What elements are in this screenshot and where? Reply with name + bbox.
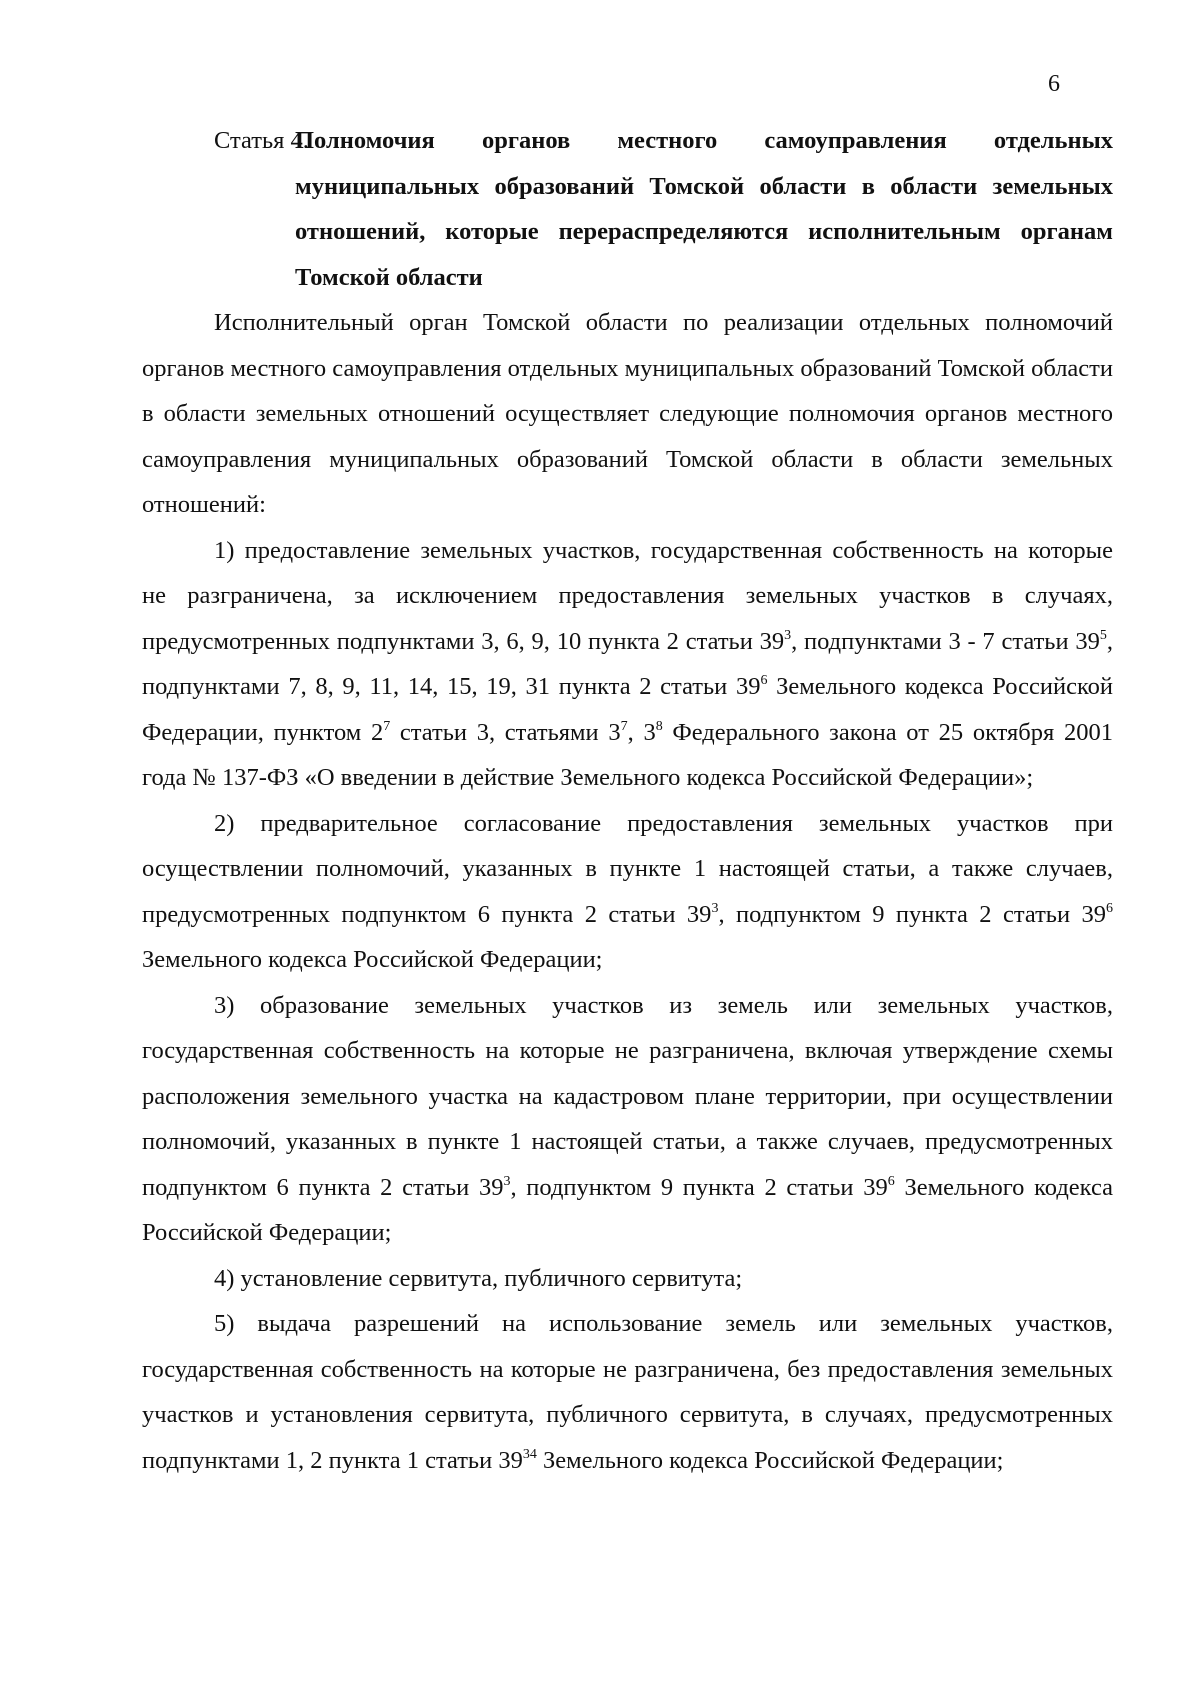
paragraph-text: 5) выдача разрешений на использование земель или земельных участков, государственная собственность на которые не разграничена, без предоставления земельных участков и установления сервитута, публичного сервитута, в случаях, предусмотренных подпунктами 1, 2 пункта 1 статьи 39: [142, 1310, 1113, 1474]
list-item-4: [142, 1256, 1113, 1302]
superscript-index: 6: [887, 1173, 895, 1189]
superscript-index: 7: [620, 718, 628, 734]
paragraph-text: 2) предварительное согласование предоставления земельных участков при осуществлении полномочий, указанных в пункте 1 настоящей статьи, а также случаев, предусмотренных подпунктом 6 пункта 2 статьи 39: [142, 809, 1113, 928]
list-item-5: [142, 1301, 1113, 1483]
superscript-index: 5: [1099, 627, 1107, 643]
paragraph-text: , подпунктом 9 пункта 2 статьи 39: [718, 900, 1106, 928]
superscript-index: 7: [383, 718, 391, 734]
paragraph-text: 4) установление сервитута, публичного сервитута;: [214, 1264, 743, 1292]
paragraph-text: , подпунктом 9 пункта 2 статьи 39: [510, 1173, 888, 1201]
paragraph-text: Исполнительный орган Томской области по реализации отдельных полномочий органов местного самоуправления отдельных муниципальных образований Томской области в области земельных отношений осуществляет следующие полномочия органов местного самоуправления муниципальных образований Томской области в области земельных отношений:: [142, 309, 1113, 518]
article-title: Полномочия органов местного самоуправления отдельных муниципальных образований Томской области в области земельных отношений, которые перераспределяются исполнительным органам Томской области: [295, 127, 1113, 291]
paragraph-text: , подпунктами 7, 8, 9, 11, 14, 15, 19, 31 пункта 2 статьи 39: [142, 627, 1113, 700]
paragraph-text: Земельного кодекса Российской Федерации;: [142, 946, 603, 973]
paragraph-text: , 3: [627, 718, 656, 746]
superscript-index: 8: [655, 718, 663, 734]
paragraph-text: Земельного кодекса Российской Федерации;: [536, 1446, 1004, 1474]
paragraph-text: 3) образование земельных участков из земель или земельных участков, государственная собственность на которые не разграничена, включая утверждение схемы расположения земельного участка на кадастровом плане территории, при осуществлении полномочий, указанных в пункте 1 настоящей статьи, а также случаев, предусмотренных подпунктом 6 пункта 2 статьи 39: [142, 991, 1113, 1201]
superscript-index: 6: [760, 673, 768, 688]
list-item-3: [142, 983, 1113, 1256]
paragraph-intro: [142, 300, 1113, 528]
page-number: 6: [1048, 71, 1060, 97]
paragraph-text: Земельного кодекса Российской Федерации, пунктом 2: [142, 673, 1113, 746]
superscript-index: 3: [711, 900, 719, 916]
paragraph-text: Федерального закона от 25 октября 2001 года № 137-ФЗ «О введении в действие Земельного кодекса Российской Федерации»;: [142, 718, 1113, 791]
superscript-index: 6: [1106, 900, 1113, 916]
paragraph-text: Земельного кодекса Российской Федерации;: [142, 1173, 1114, 1246]
paragraph-text: 1) предоставление земельных участков, государственная собственность на которые не разграничена, за исключением предоставления земельных участков в случаях, предусмотренных подпунктами 3, 6, 9, 10 пункта 2 статьи 39: [142, 536, 1113, 655]
paragraph-text: , подпунктами 3 - 7 статьи 39: [791, 627, 1100, 655]
paragraph-text: статьи 3, статьями 3: [390, 718, 621, 746]
superscript-index: 34: [522, 1446, 537, 1462]
article-heading: [142, 118, 1113, 300]
list-item-1: [142, 528, 1113, 801]
article-label: Статья 4.: [214, 127, 309, 154]
list-item-2: [142, 801, 1113, 983]
superscript-index: 3: [784, 627, 792, 643]
article-body: [142, 118, 1113, 1483]
superscript-index: 3: [503, 1173, 511, 1189]
